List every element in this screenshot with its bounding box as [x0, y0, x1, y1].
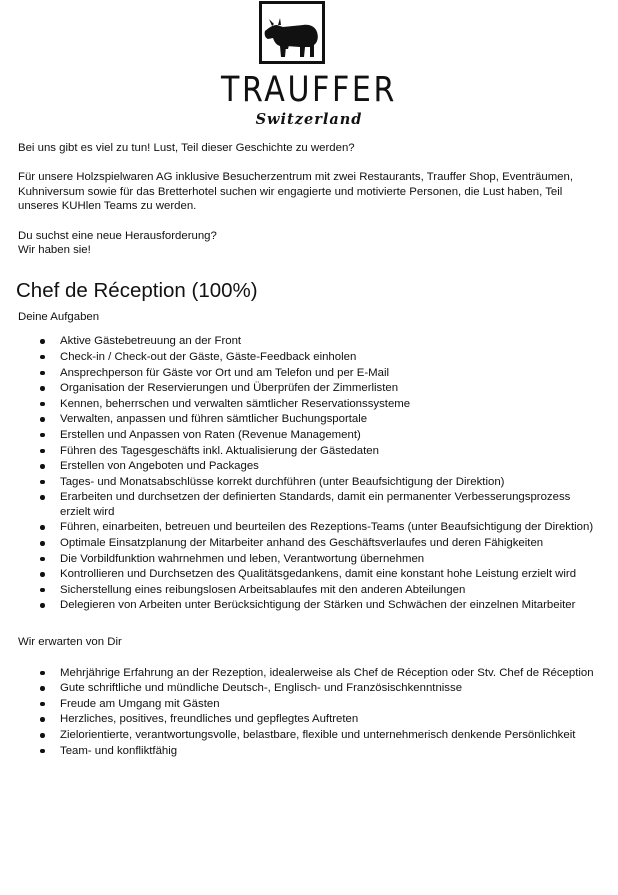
job-title: Chef de Réception (100%): [16, 278, 258, 302]
intro-challenge-answer: Wir haben sie!: [18, 244, 91, 257]
list-item: Zielorientierte, verantwortungsvolle, belastbare, flexible und unternehmerisch denkende Persönlichkeit: [18, 728, 598, 743]
intro-challenge-question: Du suchst eine neue Herausforderung?: [18, 229, 217, 242]
list-item: Sicherstellung eines reibungslosen Arbeitsablaufes mit den anderen Abteilungen: [18, 583, 598, 598]
intro-description: Für unsere Holzspielwaren AG inklusive Besucherzentrum mit zwei Restaurants, Trauffer Shop, Eventräumen, Kuhniversum sowie für das Bretterhotel suchen wir engagierte und motivierte Personen, die Lust haben, Teil unseres KUHlen Teams zu werden.: [18, 171, 574, 213]
brand-tagline: Switzerland: [255, 111, 363, 128]
list-item: Ansprechperson für Gäste vor Ort und am Telefon und per E-Mail: [18, 366, 598, 381]
list-item: Führen des Tagesgeschäfts inkl. Aktualisierung der Gästedaten: [18, 444, 598, 459]
list-item: Optimale Einsatzplanung der Mitarbeiter anhand des Geschäftsverlaufes und deren Fähigkeiten: [18, 536, 598, 551]
list-item: Check-in / Check-out der Gäste, Gäste-Feedback einholen: [18, 350, 598, 365]
tasks-heading: Deine Aufgaben: [18, 310, 100, 323]
list-item: Erstellen von Angeboten und Packages: [18, 459, 598, 474]
expectations-list: [18, 666, 598, 759]
list-item: Tages- und Monatsabschlüsse korrekt durchführen (unter Beaufsichtigung der Direktion): [18, 475, 598, 490]
list-item: Die Vorbildfunktion wahrnehmen und leben, Verantwortung übernehmen: [18, 552, 598, 567]
brand-name: TRAUFFER: [221, 70, 397, 110]
cow-logo-icon: [259, 1, 325, 64]
list-item: Herzliches, positives, freundliches und gepflegtes Auftreten: [18, 712, 598, 727]
list-item: Aktive Gästebetreuung an der Front: [18, 334, 598, 349]
list-item: Führen, einarbeiten, betreuen und beurteilen des Rezeptions-Teams (unter Beaufsichtigung der Direktion): [18, 520, 598, 535]
list-item: Verwalten, anpassen und führen sämtlicher Buchungsportale: [18, 412, 598, 427]
job-posting: [18, 141, 598, 759]
list-item: Delegieren von Arbeiten unter Berücksichtigung der Stärken und Schwächen der einzelnen Mitarbeiter: [18, 598, 598, 613]
tasks-list: [18, 334, 598, 613]
list-item: Erstellen und Anpassen von Raten (Revenue Management): [18, 428, 598, 443]
intro-challenge: [18, 229, 598, 258]
list-item: Kontrollieren und Durchsetzen des Qualitätsgedankens, damit eine konstant hohe Leistung erzielt wird: [18, 567, 598, 582]
brand-header: [0, 0, 618, 130]
list-item: Gute schriftliche und mündliche Deutsch-, Englisch- und Französischkenntnisse: [18, 681, 598, 696]
list-item: Team- und konfliktfähig: [18, 744, 598, 759]
list-item: Kennen, beherrschen und verwalten sämtlicher Reservationssysteme: [18, 397, 598, 412]
list-item: Organisation der Reservierungen und Überprüfen der Zimmerlisten: [18, 381, 598, 396]
list-item: Mehrjährige Erfahrung an der Rezeption, idealerweise als Chef de Réception oder Stv. Chef de Réception: [18, 666, 598, 681]
expectations-heading: Wir erwarten von Dir: [18, 636, 122, 649]
list-item: Freude am Umgang mit Gästen: [18, 697, 598, 712]
list-item: Erarbeiten und durchsetzen der definierten Standards, damit ein permanenter Verbesserungsprozess erzielt wird: [18, 490, 598, 519]
intro-question: Bei uns gibt es viel zu tun! Lust, Teil dieser Geschichte zu werden?: [18, 142, 355, 154]
